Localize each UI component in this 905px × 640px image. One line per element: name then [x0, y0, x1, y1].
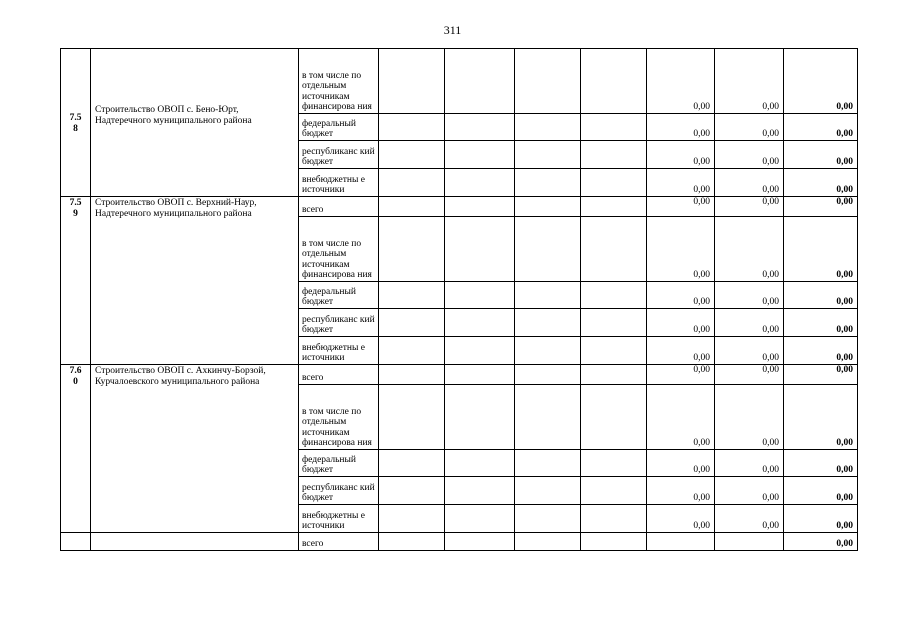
empty-cell — [445, 450, 515, 477]
funding-source: в том числе по отдельным источникам финансирова ния — [299, 217, 379, 282]
total-cell: 0,00 — [784, 450, 858, 477]
project-name: Строительство ОВОП с. Верхний-Наур, Надтеречного муниципального района — [91, 197, 299, 365]
total-cell: 0,00 — [784, 141, 858, 169]
empty-cell — [445, 169, 515, 197]
empty-cell — [379, 337, 445, 365]
empty-cell — [445, 505, 515, 533]
value-cell: 0,00 — [715, 505, 784, 533]
empty-cell — [515, 169, 581, 197]
empty-cell — [581, 141, 647, 169]
empty-cell — [581, 450, 647, 477]
value-cell: 0,00 — [715, 197, 784, 217]
total-cell: 0,00 — [784, 49, 858, 114]
empty-cell — [445, 533, 515, 551]
value-cell: 0,00 — [647, 217, 715, 282]
value-cell: 0,00 — [715, 217, 784, 282]
empty-cell — [515, 282, 581, 309]
empty-cell — [581, 282, 647, 309]
empty-cell — [61, 533, 91, 551]
value-cell: 0,00 — [715, 385, 784, 450]
value-cell: 0,00 — [715, 141, 784, 169]
total-cell: 0,00 — [784, 114, 858, 141]
project-name: Строительство ОВОП с. Бено-Юрт, Надтеречного муниципального района — [91, 49, 299, 197]
funding-source: в том числе по отдельным источникам финансирова ния — [299, 385, 379, 450]
project-number: 7.5 8 — [61, 49, 91, 197]
empty-cell — [445, 114, 515, 141]
empty-cell — [515, 49, 581, 114]
empty-cell — [515, 385, 581, 450]
empty-cell — [581, 114, 647, 141]
empty-cell — [379, 282, 445, 309]
empty-cell — [515, 141, 581, 169]
empty-cell — [515, 533, 581, 551]
value-cell: 0,00 — [715, 169, 784, 197]
empty-cell — [379, 505, 445, 533]
value-cell: 0,00 — [647, 477, 715, 505]
empty-cell — [581, 197, 647, 217]
empty-cell — [445, 365, 515, 385]
funding-source: внебюджетны е источники — [299, 169, 379, 197]
empty-cell — [445, 141, 515, 169]
page-number: 311 — [443, 23, 462, 37]
empty-cell — [581, 477, 647, 505]
empty-cell — [379, 197, 445, 217]
total-cell: 0,00 — [784, 309, 858, 337]
value-cell: 0,00 — [647, 197, 715, 217]
empty-cell — [715, 533, 784, 551]
funding-source: республиканс кий бюджет — [299, 477, 379, 505]
project-number: 7.5 9 — [61, 197, 91, 365]
total-cell: 0,00 — [784, 533, 858, 551]
empty-cell — [581, 505, 647, 533]
empty-cell — [515, 505, 581, 533]
table-row — [61, 197, 858, 217]
value-cell: 0,00 — [715, 282, 784, 309]
value-cell: 0,00 — [647, 49, 715, 114]
project-name: Строительство ОВОП с. Ахкинчу-Борзой, Курчалоевского муниципального района — [91, 365, 299, 533]
empty-cell — [581, 169, 647, 197]
empty-cell — [581, 309, 647, 337]
empty-cell — [379, 309, 445, 337]
table-row — [61, 365, 858, 385]
funding-source: федеральный бюджет — [299, 114, 379, 141]
empty-cell — [515, 114, 581, 141]
empty-cell — [445, 385, 515, 450]
total-cell: 0,00 — [784, 169, 858, 197]
funding-source: внебюджетны е источники — [299, 337, 379, 365]
empty-cell — [515, 217, 581, 282]
value-cell: 0,00 — [647, 365, 715, 385]
table-row-final — [61, 533, 858, 551]
value-cell: 0,00 — [647, 309, 715, 337]
empty-cell — [445, 337, 515, 365]
empty-cell — [581, 385, 647, 450]
funding-source: федеральный бюджет — [299, 282, 379, 309]
value-cell: 0,00 — [647, 282, 715, 309]
empty-cell — [379, 450, 445, 477]
total-cell: 0,00 — [784, 337, 858, 365]
value-cell: 0,00 — [647, 337, 715, 365]
funding-source: республиканс кий бюджет — [299, 309, 379, 337]
funding-source: всего — [299, 197, 379, 217]
total-cell: 0,00 — [784, 197, 858, 217]
empty-cell — [581, 337, 647, 365]
empty-cell — [515, 309, 581, 337]
empty-cell — [581, 365, 647, 385]
empty-cell — [379, 49, 445, 114]
value-cell: 0,00 — [647, 141, 715, 169]
empty-cell — [91, 533, 299, 551]
funding-source: федеральный бюджет — [299, 450, 379, 477]
total-cell: 0,00 — [784, 505, 858, 533]
value-cell: 0,00 — [715, 477, 784, 505]
empty-cell — [647, 533, 715, 551]
empty-cell — [581, 217, 647, 282]
value-cell: 0,00 — [715, 114, 784, 141]
empty-cell — [379, 365, 445, 385]
project-number: 7.6 0 — [61, 365, 91, 533]
empty-cell — [445, 282, 515, 309]
empty-cell — [581, 533, 647, 551]
empty-cell — [445, 477, 515, 505]
total-cell: 0,00 — [784, 282, 858, 309]
total-cell: 0,00 — [784, 217, 858, 282]
table-body — [61, 49, 858, 551]
total-cell: 0,00 — [784, 385, 858, 450]
empty-cell — [379, 217, 445, 282]
value-cell: 0,00 — [647, 385, 715, 450]
empty-cell — [515, 197, 581, 217]
empty-cell — [515, 477, 581, 505]
empty-cell — [445, 49, 515, 114]
empty-cell — [581, 49, 647, 114]
funding-source: республиканс кий бюджет — [299, 141, 379, 169]
value-cell: 0,00 — [715, 49, 784, 114]
total-cell: 0,00 — [784, 365, 858, 385]
empty-cell — [379, 385, 445, 450]
empty-cell — [379, 169, 445, 197]
empty-cell — [515, 365, 581, 385]
empty-cell — [515, 450, 581, 477]
value-cell: 0,00 — [647, 505, 715, 533]
value-cell: 0,00 — [715, 450, 784, 477]
budget-table — [60, 48, 858, 551]
empty-cell — [515, 337, 581, 365]
funding-source: внебюджетны е источники — [299, 505, 379, 533]
funding-source: в том числе по отдельным источникам финансирова ния — [299, 49, 379, 114]
value-cell: 0,00 — [715, 365, 784, 385]
funding-source: всего — [299, 533, 379, 551]
value-cell: 0,00 — [647, 114, 715, 141]
empty-cell — [445, 309, 515, 337]
value-cell: 0,00 — [715, 337, 784, 365]
empty-cell — [379, 533, 445, 551]
empty-cell — [445, 197, 515, 217]
value-cell: 0,00 — [647, 450, 715, 477]
value-cell: 0,00 — [647, 169, 715, 197]
table-row — [61, 49, 858, 114]
empty-cell — [379, 477, 445, 505]
total-cell: 0,00 — [784, 477, 858, 505]
empty-cell — [379, 141, 445, 169]
empty-cell — [379, 114, 445, 141]
value-cell: 0,00 — [715, 309, 784, 337]
funding-source: всего — [299, 365, 379, 385]
empty-cell — [445, 217, 515, 282]
